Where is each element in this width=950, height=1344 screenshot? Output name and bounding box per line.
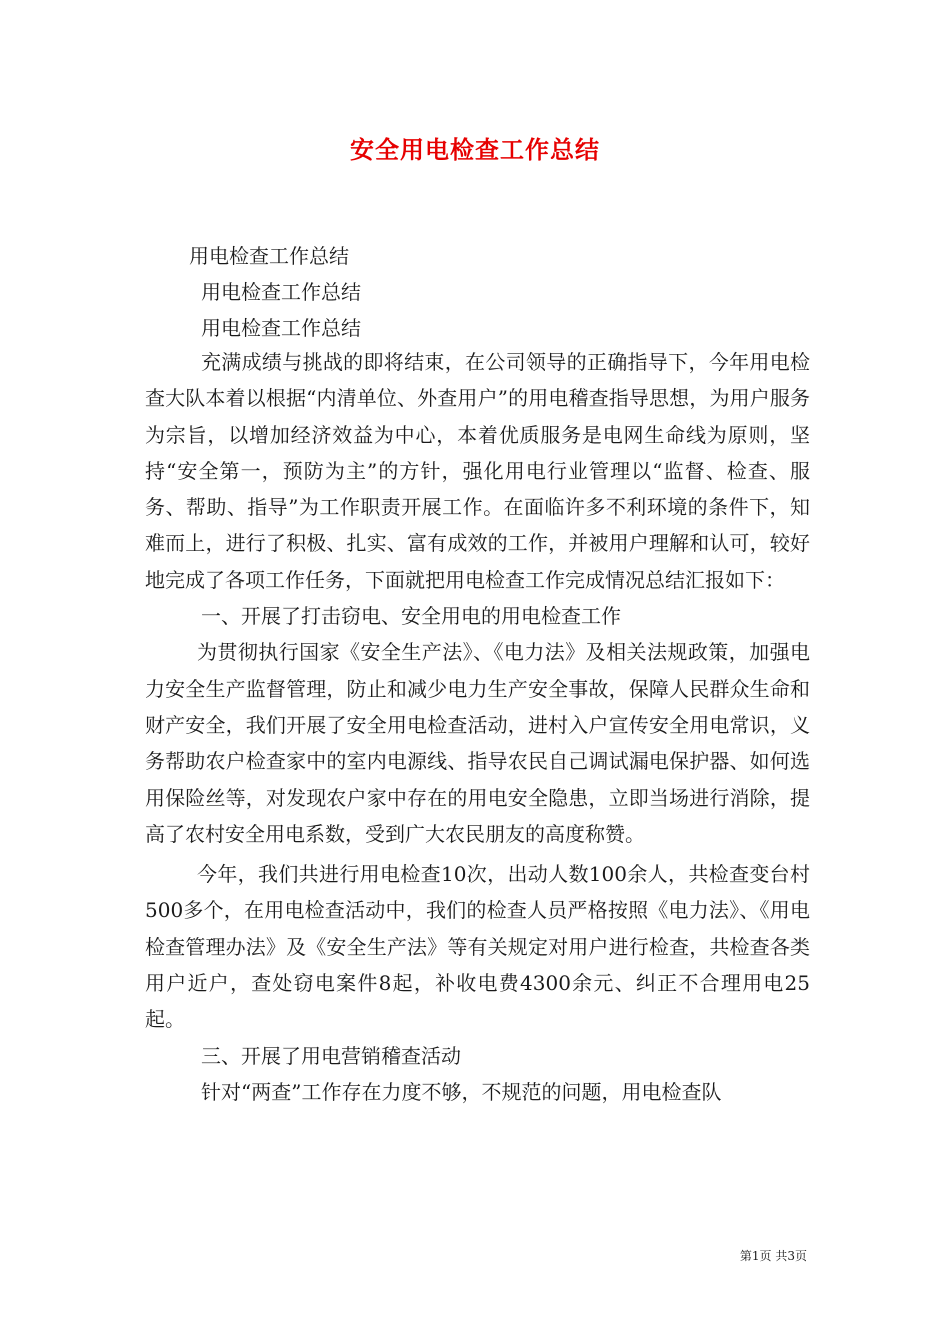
- document-body: [145, 344, 810, 1110]
- page-number-footer: 第1页 共3页: [739, 1249, 807, 1263]
- section-heading-1: 一、开展了打击窃电、安全用电的用电检查工作: [201, 604, 621, 629]
- paragraph-intro: 充满成绩与挑战的即将结束，在公司领导的正确指导下，今年用电检查大队本着以根据“内清单位、外查用户”的用电稽查指导思想，为用户服务为宗旨，以增加经济效益为中心，本着优质服务是电网生命线为原则，坚持“安全第一，预防为主”的方针，强化用电行业管理以“监督、检查、服务、帮助、指导”为工作职责开展工作。在面临许多不利环境的条件下，知难而上，进行了积极、扎实、富有成效的工作，并被用户理解和认可，较好地完成了各项工作任务，下面就把用电检查工作完成情况总结汇报如下：: [145, 350, 810, 592]
- section-heading-3: 三、开展了用电营销稽查活动: [201, 1043, 461, 1068]
- page-title: 安全用电检查工作总结: [350, 135, 600, 164]
- paragraph-section-3: 针对“两查”工作存在力度不够，不规范的问题，用电检查队: [201, 1079, 722, 1104]
- subheading-2: 用电检查工作总结: [201, 280, 361, 304]
- paragraph-section-1: 为贯彻执行国家《安全生产法》、《电力法》及相关法规政策，加强电力安全生产监督管理，防止和减少电力生产安全事故，保障人民群众生命和财产安全，我们开展了安全用电检查活动，进村入户宣传安全用电常识，义务帮助农户检查家中的室内电源线、指导农民自己调试漏电保护器、如何选用保险丝等，对发现农户家中存在的用电安全隐患，立即当场进行消除，提高了农村安全用电系数，受到广大农民朋友的高度称赞。: [145, 640, 810, 846]
- paragraph-statistics: 今年，我们共进行用电检查10次，出动人数100余人，共检查变台村500多个，在用电检查活动中，我们的检查人员严格按照《电力法》、《用电检查管理办法》及《安全生产法》等有关规定对用户进行检查，共检查各类用户近户，查处窃电案件8起，补收电费4300余元、纠正不合理用电25起。: [145, 862, 810, 1032]
- subheading-1: 用电检查工作总结: [189, 244, 349, 268]
- subheading-3: 用电检查工作总结: [201, 316, 361, 340]
